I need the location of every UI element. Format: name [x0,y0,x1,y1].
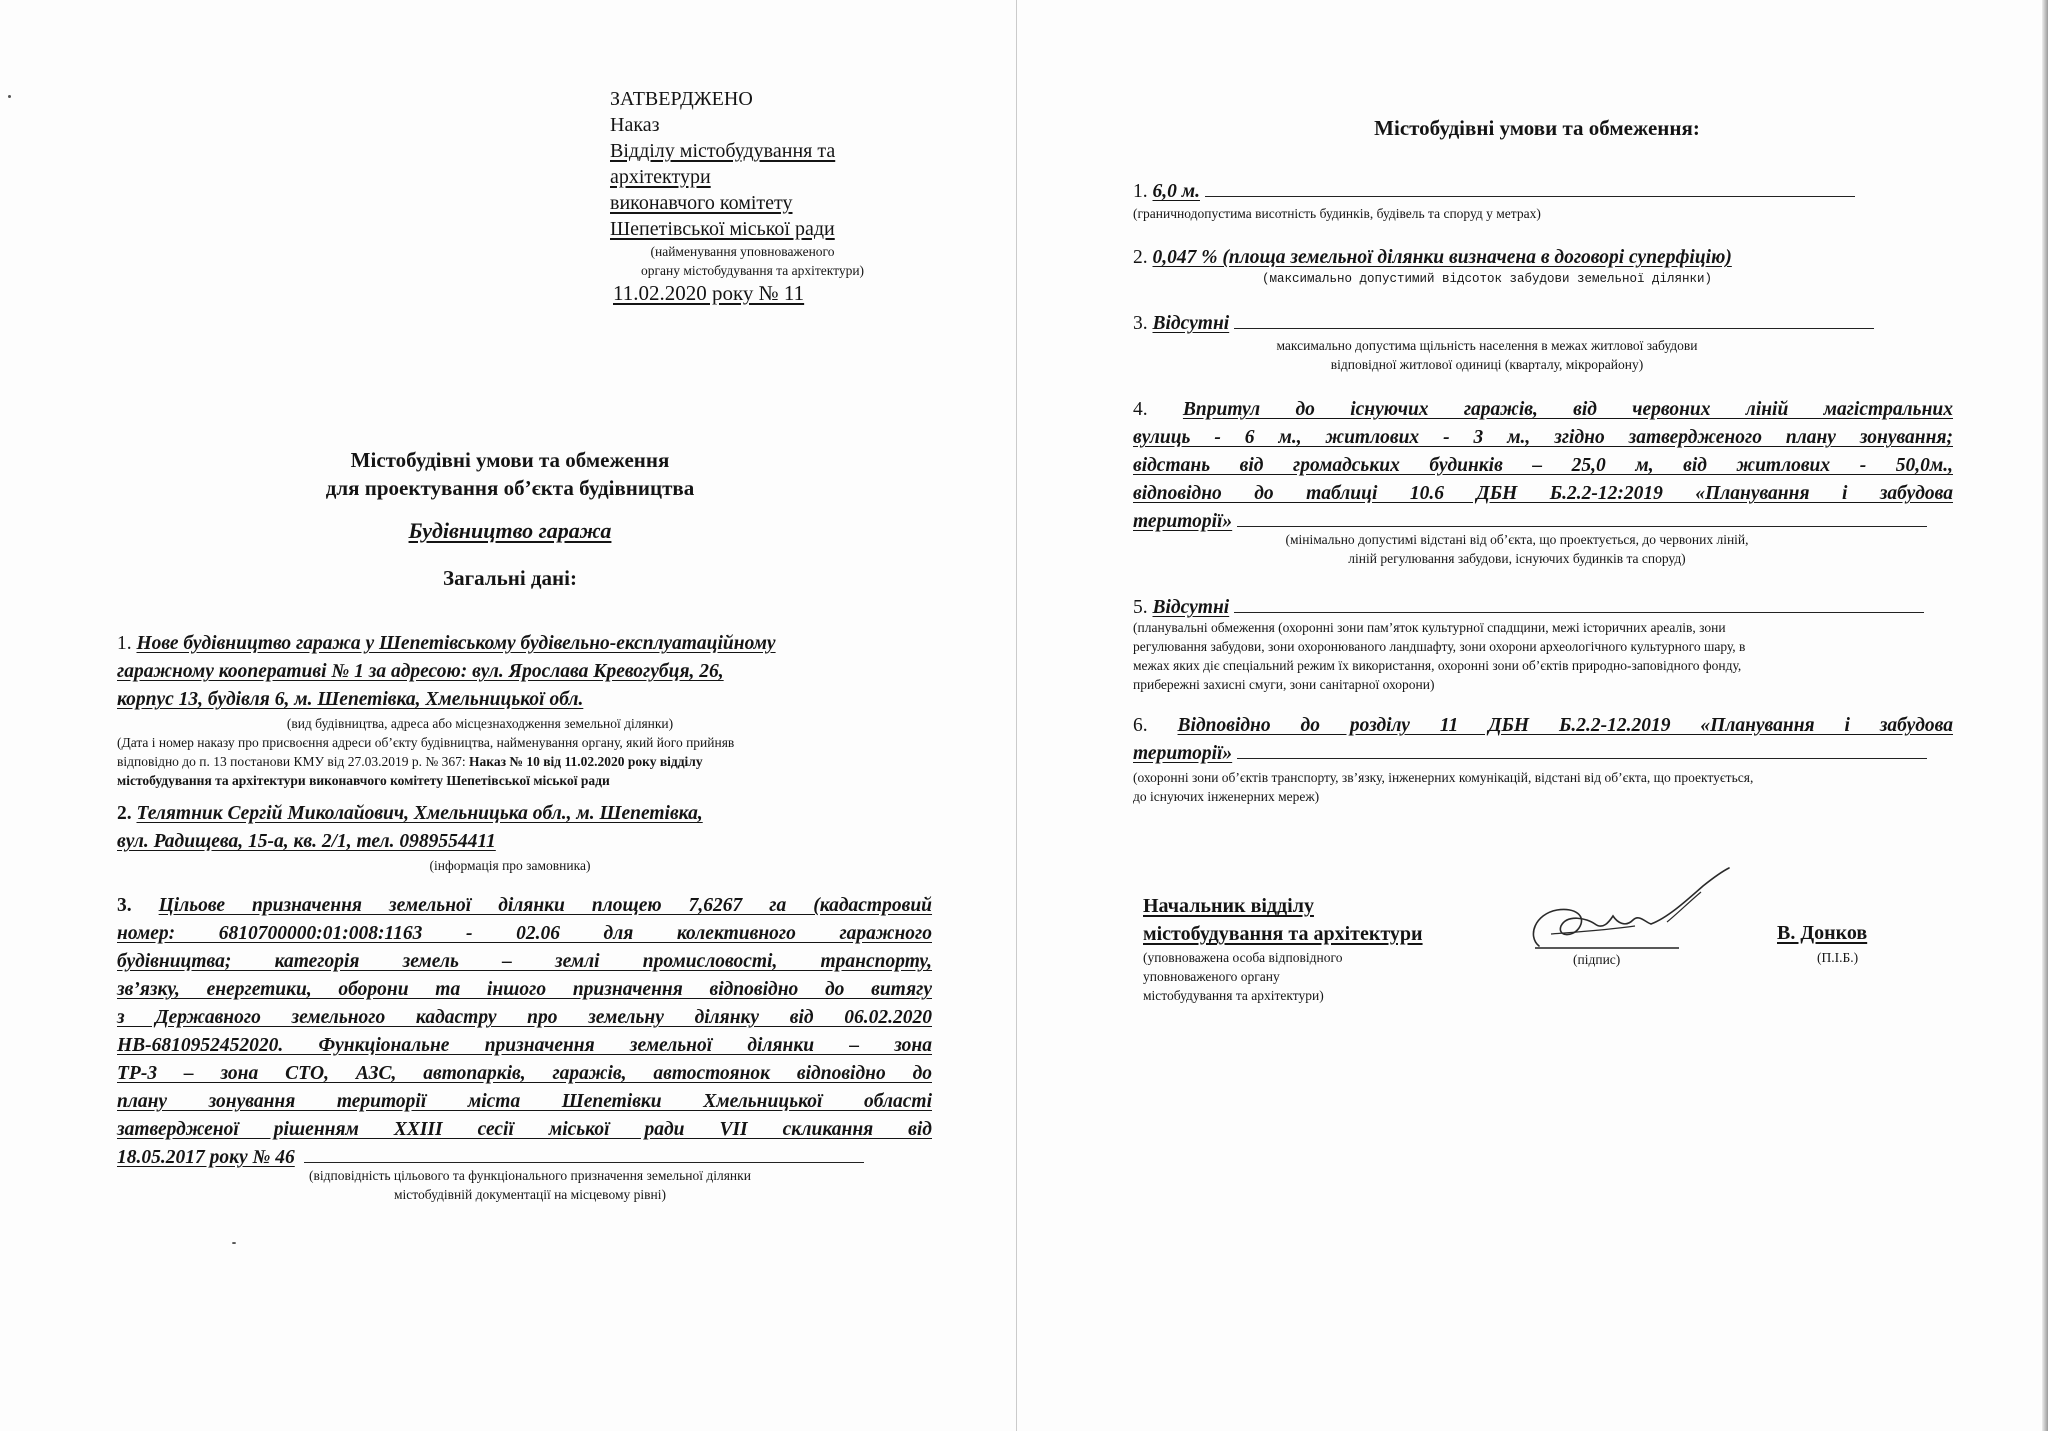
left-page [0,0,1017,1431]
approval-date-number: 11.02.2020 року № 11 [613,281,805,305]
approval-block [610,86,930,306]
item-1-caption: (вид будівництва, адреса або місцезнаходження земельної ділянки) [286,716,674,731]
approval-order-word: Наказ [610,114,660,136]
item-3-caption-line2: містобудівній документації на місцевому рівні) [394,1187,666,1202]
condition-5-value: Відсутні [1152,597,1230,618]
handwritten-signature [1517,866,1747,958]
item-3-caption-line1: (відповідність цільового та функціонального призначення земельної ділянки [309,1168,751,1183]
item-3 [117,892,932,1172]
general-data-heading: Загальні дані: [443,566,577,590]
scan-speck [8,95,11,98]
signatory-position-note2: уповноваженого органу [1143,969,1280,984]
item-3-line4: з Державного земельного кадастру про земельну ділянку від 06.02.2020 [117,1007,932,1028]
item-3-line3: зв’язку, енергетики, оборони та іншого призначення відповідно до витягу [117,979,932,1000]
item-3-line1: номер: 6810700000:01:008:1163 - 02.06 для колективного гаражного [117,923,932,944]
item-1-note-line3: містобудування та архітектури виконавчого комітету Шепетівської міської ради [117,773,610,788]
condition-2-caption: (максимально допустимий відсоток забудови земельної ділянки) [1261,272,1713,286]
condition-2 [1133,244,1923,272]
item-3-line9: 18.05.2017 року № 46 [117,1147,295,1168]
condition-6-number: 6. [1133,715,1148,736]
condition-6 [1133,712,1953,768]
approval-dept-line2: архітектури [610,166,711,188]
condition-5-caption-line3: прибережні захисні смуги, зони санітарної охорони) [1133,677,1435,692]
item-1-note-line2b: Наказ № 10 від 11.02.2020 року відділу [469,754,703,769]
condition-5-number: 5. [1133,597,1148,618]
condition-6-caption [1133,768,1993,806]
document-title-line1: Містобудівні умови та обмеження [350,448,670,472]
signatory-position-note3: містобудування та архітектури) [1143,988,1324,1003]
approval-heading: ЗАТВЕРДЖЕНО [610,88,753,110]
item-3-line8: затвердженої рішенням XXIII сесії міської ради VII скликання від [117,1119,932,1140]
condition-3-caption [1197,336,1777,374]
condition-2-value: 0,047 % (площа земельної ділянки визначена в договорі суперфіцію) [1152,247,1732,268]
condition-3-rule [1234,327,1874,329]
condition-5-caption-line1: регулювання забудови, зони охоронюваного ландшафту, зони охорони археологічного культурного шару, в [1133,639,1746,654]
item-3-line2: будівництва; категорія земель – землі промисловості, транспорту, [117,951,932,972]
condition-6-caption-line1: (охоронні зони об’єктів транспорту, зв’язку, інженерних комунікацій, відстані від об’єкта, що проектується, [1133,770,1754,785]
item-3-number: 3. [117,895,132,916]
approval-note-line1: (найменування уповноваженого [650,244,835,259]
item-1-note-line1: (Дата і номер наказу про присвоєння адреси об’єкту будівництва, найменування органу, який його прийняв [117,735,735,750]
signatory-name-caption: (П.І.Б.) [1817,950,1859,965]
condition-4-rule [1237,525,1927,527]
condition-4-number: 4. [1133,399,1148,420]
condition-3 [1133,310,1923,338]
condition-4-caption-line2: ліній регулювання забудови, існуючих будинків та споруд) [1348,551,1686,566]
approval-dept-line1: Відділу містобудування та [610,140,836,162]
condition-3-caption-line1: максимально допустима щільність населення в межах житлової забудови [1276,338,1698,353]
item-1-number: 1. [117,633,132,654]
condition-5-rule [1234,611,1924,613]
document-title-line2: для проектування об’єкта будівництва [325,476,695,500]
item-3-line7: плану зонування території міста Шепетівки Хмельницької області [117,1091,932,1112]
item-3-caption [230,1166,830,1204]
condition-3-number: 3. [1133,313,1148,334]
condition-1-value: 6,0 м. [1152,181,1200,202]
condition-5-caption-line2: межах яких діє спеціальний режим їх використання, охоронні зони об’єктів природно-заповідного фонду, [1133,658,1742,673]
item-2 [117,800,897,856]
condition-6-line2: території» [1133,743,1233,764]
item-3-fill-rule [304,1161,864,1163]
signatory-position-note [1143,948,1443,1005]
approval-dept-line3: виконавчого комітету [610,192,793,214]
item-1 [117,630,935,714]
item-1-note-line2a: відповідно до п. 13 постанови КМУ від 27.03.2019 р. № 367: [117,754,470,769]
condition-2-number: 2. [1133,247,1148,268]
condition-5-caption [1133,618,1973,694]
object-name: Будівництво гаража [408,518,612,543]
item-1-line3: корпус 13, будівля 6, м. Шепетівка, Хмельницької обл. [117,689,584,710]
item-3-line6: ТР-3 – зона СТО, АЗС, автопарків, гаражів, автостоянок відповідно до [117,1063,932,1084]
item-2-number: 2. [117,803,132,824]
conditions-heading: Містобудівні умови та обмеження: [1374,116,1700,140]
condition-4-line0: Впритул до існуючих гаражів, від червоних ліній магістральних [1182,399,1954,420]
item-2-line1: Телятник Сергій Миколайович, Хмельницька обл., м. Шепетівка, [136,803,703,824]
approval-note-line2: органу містобудування та архітектури) [640,263,865,278]
condition-4-line1: вулиць - 6 м., житлових - 3 м., згідно затвердженого плану зонування; [1133,427,1953,448]
condition-3-caption-line2: відповідної житлової одиниці (кварталу, мікрорайону) [1330,357,1644,372]
item-1-line1: Нове будівництво гаража у Шепетівському будівельно-експлуатаційному [136,633,776,654]
condition-4-caption [1217,530,1817,568]
condition-4 [1133,396,1953,536]
condition-1 [1133,178,1923,206]
condition-6-rule [1237,757,1927,759]
signature-caption: (підпис) [1573,952,1621,967]
condition-1-rule [1205,195,1855,197]
condition-4-line2: відстань від громадських будинків – 25,0 м, від житлових - 50,0м., [1133,455,1953,476]
signatory-position [1143,892,1503,948]
object-name-wrap [300,518,720,544]
condition-4-line4: території» [1133,511,1233,532]
condition-1-number: 1. [1133,181,1148,202]
condition-6-caption-line2: до існуючих інженерних мереж) [1133,789,1320,804]
condition-4-caption-line1: (мінімально допустимі відстані від об’єкта, що проектується, до червоних ліній, [1285,532,1749,547]
item-3-line5: НВ-6810952452020. Функціональне призначення земельної ділянки – зона [117,1035,932,1056]
condition-6-line1: Відповідно до розділу 11 ДБН Б.2.2-12.2019 «Планування і забудова [1177,715,1953,736]
condition-4-line3: відповідно до таблиці 10.6 ДБН Б.2.2-12:2019 «Планування і забудова [1133,483,1953,504]
signatory-position-note1: (уповноважена особа відповідного [1143,950,1343,965]
page-edge [2042,0,2048,1431]
signatory-name: В. Донков [1777,922,1868,944]
item-2-line2: вул. Радищева, 15-а, кв. 2/1, тел. 0989554411 [117,831,496,852]
signatory-position-line1: Начальник відділу [1143,895,1314,917]
condition-5-caption-line0: (планувальні обмеження (охоронні зони пам’яток культурної спадщини, межі історичних ареалів, зони [1133,620,1726,635]
condition-3-value: Відсутні [1152,313,1230,334]
item-1-line2: гаражному кооперативі № 1 за адресою: вул. Ярослава Кревогубця, 26, [117,661,724,682]
item-1-note [117,733,957,790]
item-2-caption: (інформація про замовника) [429,858,591,873]
condition-1-caption: (граничнодопустима висотність будинків, будівель та споруд у метрах) [1133,206,1541,221]
right-page [1017,0,2048,1431]
document-title [220,446,800,502]
approval-dept-line4: Шепетівської міської ради [610,218,835,240]
signatory-position-line2: містобудування та архітектури [1143,923,1423,945]
scan-speck-2 [232,1242,236,1244]
item-3-line0: Цільове призначення земельної ділянки площею 7,6267 га (кадастровий [158,895,933,916]
